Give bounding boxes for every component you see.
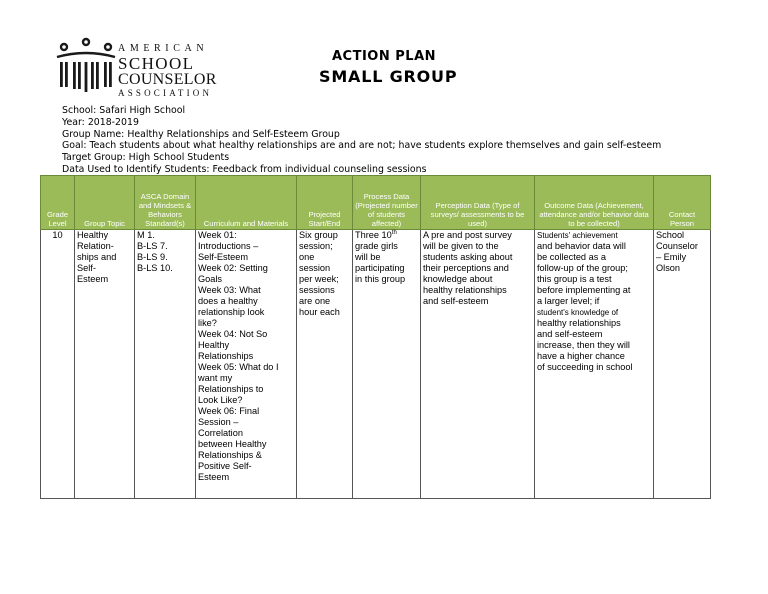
curriculum-line: Positive Self-	[198, 461, 252, 471]
perception-line: healthy relationships	[423, 285, 507, 295]
outcome-line: increase, then they will	[537, 340, 630, 350]
schedule-line: Six group	[299, 230, 338, 240]
cell-topic	[75, 230, 135, 499]
topic-line: Esteem	[77, 274, 109, 284]
outcome-line: and behavior data will	[537, 241, 626, 251]
outcome-line: before implementing at	[537, 285, 631, 295]
plan-info	[62, 105, 661, 176]
cell-contact-person	[654, 230, 711, 499]
curriculum-line: between Healthy	[198, 439, 267, 449]
standard-line: B-LS 9.	[137, 252, 168, 262]
curriculum-line: Session –	[198, 417, 239, 427]
standard-line: M 1.	[137, 230, 155, 240]
header-perception-data: Perception Data (Type of surveys/ assessments to be used)	[421, 176, 535, 230]
outcome-line: have a higher chance	[537, 351, 625, 361]
action-plan-table	[40, 175, 711, 499]
curriculum-line: Healthy	[198, 340, 230, 350]
outcome-line: be collected as a	[537, 252, 606, 262]
perception-line: will be given to the	[423, 241, 499, 251]
curriculum-line: Week 06: Final	[198, 406, 260, 416]
curriculum-line: Esteem	[198, 472, 230, 482]
process-ordinal: th	[391, 229, 397, 236]
logo-line-3: COUNSELOR	[118, 71, 217, 88]
curriculum-line: Week 03: What	[198, 285, 261, 295]
curriculum-line: Week 04: Not So	[198, 329, 268, 339]
contact-line: Counselor	[656, 241, 698, 251]
curriculum-line: Relationships	[198, 351, 254, 361]
outcome-line: follow-up of the group;	[537, 263, 628, 273]
logo-line-1: AMERICAN	[118, 43, 209, 54]
outcome-line: and self-esteem	[537, 329, 603, 339]
year-line: Year: 2018-2019	[62, 116, 139, 128]
cell-grade: 10	[41, 230, 75, 499]
outcome-line: student's knowledge of	[537, 308, 619, 317]
header-curriculum: Curriculum and Materials	[196, 176, 297, 230]
process-line: participating	[355, 263, 405, 273]
topic-line: Relation-	[77, 241, 114, 251]
header-group-topic: Group Topic	[75, 176, 135, 230]
header-asca-standards: ASCA Domain and Mindsets & Behaviors Standard(s)	[135, 176, 196, 230]
topic-line: Self-	[77, 263, 96, 273]
doc-title: ACTION PLAN	[332, 49, 437, 64]
table-row	[41, 230, 711, 499]
curriculum-line: does a healthy	[198, 296, 258, 306]
curriculum-line: like?	[198, 318, 217, 328]
schedule-line: hour each	[299, 307, 340, 317]
perception-line: students asking about	[423, 252, 513, 262]
header-contact-person: Contact Person	[654, 176, 711, 230]
contact-line: School	[656, 230, 685, 240]
outcome-line: this group is a test	[537, 274, 612, 284]
curriculum-line: Introductions –	[198, 241, 259, 251]
curriculum-line: Week 02: Setting	[198, 263, 268, 273]
perception-line: knowledge about	[423, 274, 493, 284]
header-projected-dates: Projected Start/End	[297, 176, 353, 230]
header-grade-level: Grade Level	[41, 176, 75, 230]
curriculum-line: want my	[198, 373, 233, 383]
cell-perception-data	[421, 230, 535, 499]
outcome-line: of succeeding in school	[537, 362, 633, 372]
cell-process-data	[353, 230, 421, 499]
topic-line: ships and	[77, 252, 117, 262]
table-header-row	[41, 176, 711, 230]
perception-line: A pre and post survey	[423, 230, 512, 240]
curriculum-line: Relationships &	[198, 450, 262, 460]
curriculum-line: Relationships to	[198, 384, 264, 394]
header-outcome-data: Outcome Data (Achievement, attendance and/or behavior data to be collected)	[535, 176, 654, 230]
header-process-data: Process Data (Projected number of students affected)	[353, 176, 421, 230]
perception-line: their perceptions and	[423, 263, 509, 273]
cell-schedule	[297, 230, 353, 499]
curriculum-line: Week 01:	[198, 230, 237, 240]
process-line: in this group	[355, 274, 406, 284]
outcome-line: a larger level; if	[537, 296, 600, 306]
data-used-line: Data Used to Identify Students: Feedback from individual counseling sessions	[62, 163, 427, 175]
outcome-line: healthy relationships	[537, 318, 621, 328]
curriculum-line: Goals	[198, 274, 223, 284]
goal-line: Goal: Teach students about what healthy relationships are and are not; have students explore themselves and gain self-esteem	[62, 140, 662, 152]
process-line: will be	[355, 252, 381, 262]
outcome-line: Students' achievement	[537, 231, 618, 240]
group-name-line: Group Name: Healthy Relationships and Self-Esteem Group	[62, 128, 340, 140]
schedule-line: sessions	[299, 285, 335, 295]
perception-line: and self-esteem	[423, 296, 489, 306]
doc-subtitle: SMALL GROUP	[319, 67, 458, 86]
logo-line-2: SCHOOL	[118, 54, 195, 73]
target-group-line: Target Group: High School Students	[62, 152, 230, 164]
curriculum-line: relationship look	[198, 307, 265, 317]
contact-line: Olson	[656, 263, 681, 273]
asca-wordmark	[118, 44, 217, 98]
cell-outcome-data	[535, 230, 654, 499]
logo-line-4: ASSOCIATION	[118, 88, 213, 98]
standard-line: B-LS 7.	[137, 241, 168, 251]
curriculum-line: Self-Esteem	[198, 252, 249, 262]
process-line	[355, 230, 418, 241]
curriculum-line: Look Like?	[198, 395, 243, 405]
contact-line: – Emily	[656, 252, 687, 262]
curriculum-line: Week 05: What do I	[198, 362, 279, 372]
curriculum-line: Correlation	[198, 428, 243, 438]
schedule-line: session;	[299, 241, 333, 251]
standard-line: B-LS 10.	[137, 263, 173, 273]
schedule-line: session	[299, 263, 331, 273]
cell-curriculum	[196, 230, 297, 499]
cell-standards	[135, 230, 196, 499]
schedule-line: one	[299, 252, 315, 262]
process-count: Three 10	[355, 230, 392, 240]
schedule-line: per week;	[299, 274, 339, 284]
schedule-line: are one	[299, 296, 331, 306]
school-line: School: Safari High School	[62, 105, 186, 116]
topic-line: Healthy	[77, 230, 109, 240]
process-line: grade girls	[355, 241, 398, 251]
